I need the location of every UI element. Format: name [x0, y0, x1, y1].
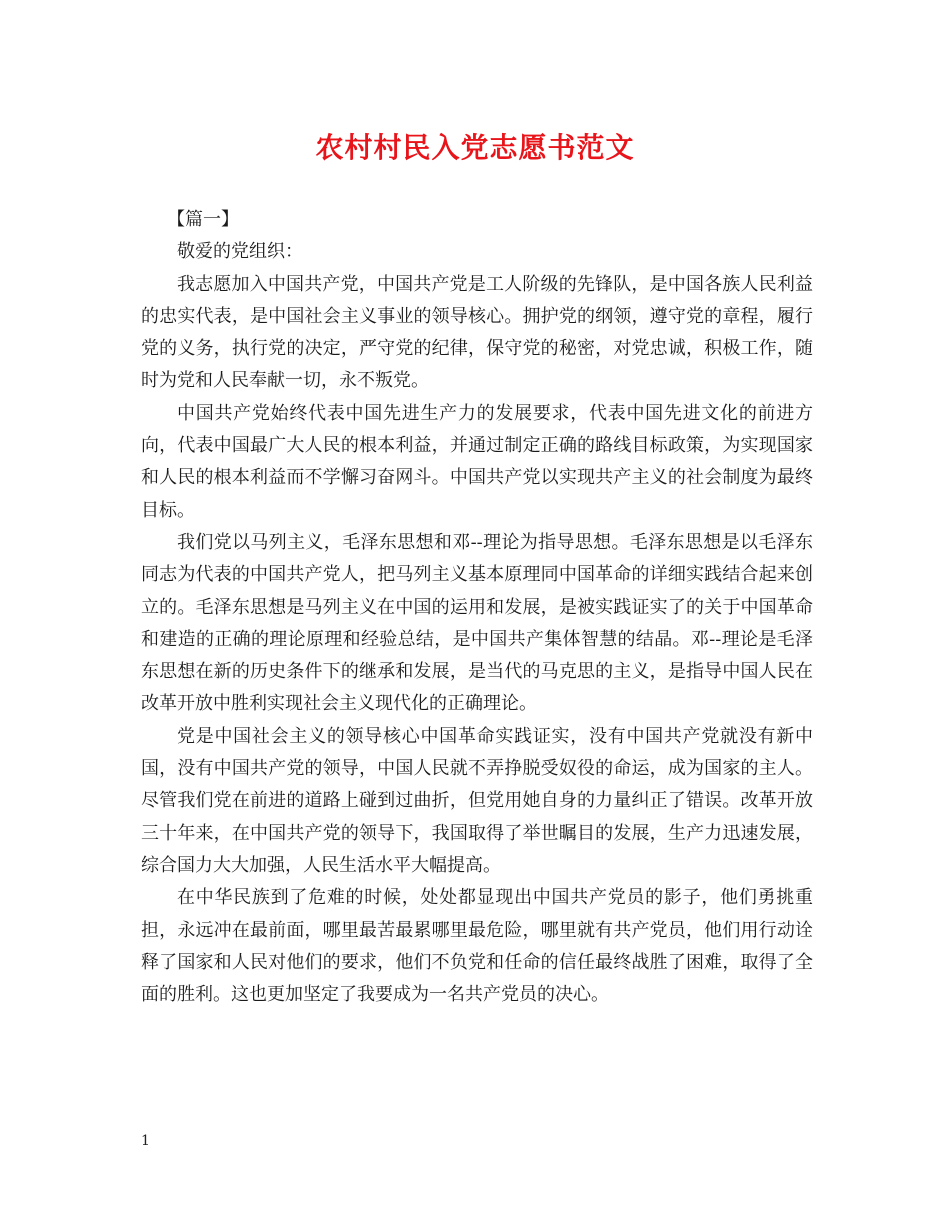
paragraph-3: 我们党以马列主义，毛泽东思想和邓--理论为指导思想。毛泽东思想是以毛泽东同志为代表的中国共产党人，把马列主义基本原理同中国革命的详细实践结合起来创立的。毛泽东思想是马列主义在中国的运用和发展，是被实践证实了的关于中国革命和建造的正确的理论原理和经验总结，是中国共产集体智慧的结晶。邓--理论是毛泽东思想在新的历史条件下的继承和发展，是当代的马克思的主义，是指导中国人民在改革开放中胜利实现社会主义现代化的正确理论。 — [141, 531, 813, 715]
document-body — [141, 204, 813, 1011]
paragraph-1: 我志愿加入中国共产党，中国共产党是工人阶级的先锋队，是中国各族人民利益的忠实代表，是中国社会主义事业的领导核心。拥护党的纲领，遵守党的章程，履行党的义务，执行党的决定，严守党的纪律，保守党的秘密，对党忠诚，积极工作，随时为党和人民奉献一切，永不叛党。 — [141, 273, 813, 392]
paragraph-2: 中国共产党始终代表中国先进生产力的发展要求，代表中国先进文化的前进方向，代表中国最广大人民的根本利益，并通过制定正确的路线目标政策，为实现国家和人民的根本利益而不学懈习奋网斗。中国共产党以实现共产主义的社会制度为最终目标。 — [141, 402, 813, 521]
page-number: 1 — [141, 1133, 150, 1149]
paragraph-5: 在中华民族到了危难的时候，处处都显现出中国共产党员的影子，他们勇挑重担，永远冲在最前面，哪里最苦最累哪里最危险，哪里就有共产党员，他们用行动诠释了国家和人民对他们的要求，他们不负党和任命的信任最终战胜了困难，取得了全面的胜利。这也更加坚定了我要成为一名共产党员的决心。 — [141, 887, 813, 1006]
section-label: 【篇一】 — [167, 209, 239, 230]
document-title: 农村村民入党志愿书范文 — [315, 131, 635, 164]
paragraph-4: 党是中国社会主义的领导核心中国革命实践证实，没有中国共产党就没有新中国，没有中国共产党的领导，中国人民就不弄挣脱受奴役的命运，成为国家的主人。尽管我们党在前进的道路上碰到过曲折，但党用她自身的力量纠正了错误。改革开放三十年来，在中国共产党的领导下，我国取得了举世瞩目的发展，生产力迅速发展，综合国力大大加强，人民生活水平大幅提高。 — [141, 725, 813, 876]
salutation: 敬爱的党组织： — [177, 241, 303, 263]
